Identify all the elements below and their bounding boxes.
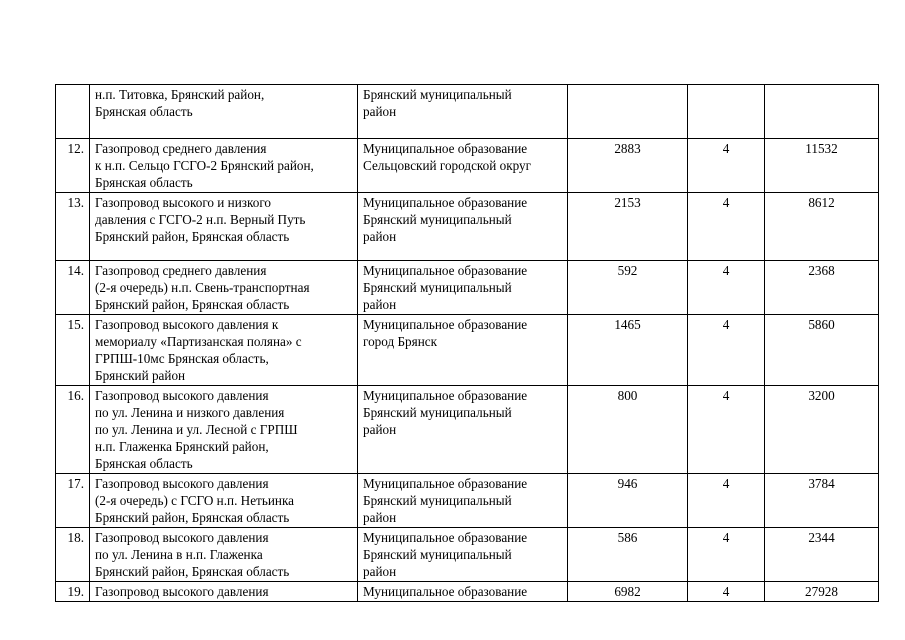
cell-text-line: 4 [722, 195, 730, 210]
length-cell [568, 582, 688, 602]
cell-text-line: район [363, 104, 397, 119]
cell-text-line: район [363, 229, 397, 244]
cell-text-line: 5860 [808, 317, 835, 332]
count-cell [688, 386, 765, 474]
cell-text-line: город Брянск [363, 334, 438, 349]
table-row [56, 386, 879, 474]
cell-text-line: район [363, 510, 397, 525]
cell-text-line: 946 [617, 476, 638, 491]
cell-text-line: Брянский муниципальный [363, 405, 512, 420]
owner-cell [358, 193, 568, 261]
cell-text-line: Муниципальное образование [363, 195, 528, 210]
total-cell [765, 193, 879, 261]
cell-text-line: мемориалу «Партизанская поляна» с [95, 334, 302, 349]
object-name-cell [90, 139, 358, 193]
table-row [56, 315, 879, 386]
cell-text-line: 18. [67, 530, 84, 545]
count-cell [688, 193, 765, 261]
length-cell [568, 528, 688, 582]
object-name-cell [90, 315, 358, 386]
cell-text-line: (2-я очередь) н.п. Свень-транспортная [95, 280, 310, 295]
cell-text-line: Брянская область [95, 456, 193, 471]
count-cell [688, 474, 765, 528]
total-cell [765, 261, 879, 315]
cell-text-line: Брянский муниципальный [363, 280, 512, 295]
owner-cell [358, 139, 568, 193]
cell-text-line: 4 [722, 141, 730, 156]
cell-text-line: 592 [617, 263, 638, 278]
owner-cell [358, 582, 568, 602]
owner-cell [358, 528, 568, 582]
cell-text-line: Брянская область [95, 175, 193, 190]
owner-cell [358, 261, 568, 315]
cell-text-line: Муниципальное образование [363, 141, 528, 156]
owner-cell [358, 474, 568, 528]
length-cell [568, 85, 688, 139]
cell-text-line: 2344 [808, 530, 835, 545]
cell-text-line: Муниципальное образование [363, 263, 528, 278]
owner-cell [358, 386, 568, 474]
cell-text-line: Брянский район, Брянская область [95, 229, 290, 244]
object-name-cell [90, 261, 358, 315]
table-row [56, 193, 879, 261]
cell-text-line: 4 [722, 584, 730, 599]
total-cell [765, 386, 879, 474]
table-row [56, 139, 879, 193]
cell-text-line: Газопровод среднего давления [95, 263, 267, 278]
cell-text-line: Муниципальное образование [363, 388, 528, 403]
cell-text-line: по ул. Ленина и низкого давления [95, 405, 285, 420]
cell-text-line: 4 [722, 388, 730, 403]
row-number-cell [56, 193, 90, 261]
cell-text-line: 19. [67, 584, 84, 599]
count-cell [688, 528, 765, 582]
cell-text-line: Брянский муниципальный [363, 87, 512, 102]
object-name-cell [90, 386, 358, 474]
table-row [56, 474, 879, 528]
row-number-cell [56, 528, 90, 582]
object-name-cell [90, 474, 358, 528]
cell-text-line: Брянский район, Брянская область [95, 297, 290, 312]
owner-cell [358, 85, 568, 139]
cell-text-line: 17. [67, 476, 84, 491]
cell-text-line: 1465 [614, 317, 641, 332]
cell-text-line: 4 [722, 530, 730, 545]
object-name-cell [90, 85, 358, 139]
cell-text-line: Брянский район, Брянская область [95, 510, 290, 525]
length-cell [568, 315, 688, 386]
cell-text-line: Газопровод высокого давления [95, 530, 269, 545]
count-cell [688, 139, 765, 193]
cell-text-line: район [363, 297, 397, 312]
cell-text-line: Газопровод высокого и низкого [95, 195, 271, 210]
cell-text-line: район [363, 564, 397, 579]
cell-text-line: 2883 [614, 141, 641, 156]
cell-text-line: Газопровод высокого давления [95, 584, 269, 599]
cell-text-line: Газопровод среднего давления [95, 141, 267, 156]
cell-text-line: Муниципальное образование [363, 530, 528, 545]
cell-text-line: 8612 [808, 195, 835, 210]
length-cell [568, 139, 688, 193]
cell-text-line: 4 [722, 263, 730, 278]
cell-text-line: по ул. Ленина и ул. Лесной с ГРПШ [95, 422, 298, 437]
table-row [56, 261, 879, 315]
row-number-cell [56, 386, 90, 474]
cell-text-line: 16. [67, 388, 84, 403]
length-cell [568, 386, 688, 474]
cell-text-line: Брянская область [95, 104, 193, 119]
cell-text-line: н.п. Глаженка Брянский район, [95, 439, 269, 454]
cell-text-line: Брянский муниципальный [363, 547, 512, 562]
object-name-cell [90, 193, 358, 261]
cell-text-line: 4 [722, 317, 730, 332]
cell-text-line: по ул. Ленина в н.п. Глаженка [95, 547, 263, 562]
cell-text-line: 6982 [614, 584, 641, 599]
row-number-cell [56, 261, 90, 315]
object-name-cell [90, 582, 358, 602]
count-cell [688, 85, 765, 139]
cell-text-line: Брянский район [95, 368, 186, 383]
count-cell [688, 315, 765, 386]
cell-text-line: 4 [722, 476, 730, 491]
row-number-cell [56, 85, 90, 139]
cell-text-line: Брянский муниципальный [363, 212, 512, 227]
length-cell [568, 474, 688, 528]
cell-text-line: Муниципальное образование [363, 317, 528, 332]
cell-text-line: 2368 [808, 263, 835, 278]
count-cell [688, 582, 765, 602]
cell-text-line: 15. [67, 317, 84, 332]
cell-text-line: 14. [67, 263, 84, 278]
cell-text-line: Брянский муниципальный [363, 493, 512, 508]
gas-pipeline-table [55, 84, 879, 602]
row-number-cell [56, 315, 90, 386]
cell-text-line: 3784 [808, 476, 835, 491]
cell-text-line: Сельцовский городской округ [363, 158, 532, 173]
total-cell [765, 528, 879, 582]
cell-text-line: н.п. Титовка, Брянский район, [95, 87, 265, 102]
cell-text-line: 3200 [808, 388, 835, 403]
cell-text-line: 586 [617, 530, 638, 545]
count-cell [688, 261, 765, 315]
cell-text-line: Брянский район, Брянская область [95, 564, 290, 579]
total-cell [765, 139, 879, 193]
cell-text-line: 11532 [805, 141, 838, 156]
cell-text-line: район [363, 422, 397, 437]
table-row [56, 582, 879, 602]
cell-text-line: 800 [617, 388, 638, 403]
row-number-cell [56, 474, 90, 528]
cell-text-line: Муниципальное образование [363, 584, 528, 599]
total-cell [765, 315, 879, 386]
cell-text-line: Газопровод высокого давления [95, 388, 269, 403]
object-name-cell [90, 528, 358, 582]
cell-text-line: Газопровод высокого давления [95, 476, 269, 491]
cell-text-line: Газопровод высокого давления к [95, 317, 279, 332]
cell-text-line: Муниципальное образование [363, 476, 528, 491]
cell-text-line: 27928 [805, 584, 838, 599]
length-cell [568, 193, 688, 261]
total-cell [765, 85, 879, 139]
cell-text-line: 2153 [614, 195, 641, 210]
table-row [56, 528, 879, 582]
owner-cell [358, 315, 568, 386]
cell-text-line: (2-я очередь) с ГСГО н.п. Нетьинка [95, 493, 295, 508]
total-cell [765, 474, 879, 528]
cell-text-line: давления с ГСГО-2 н.п. Верный Путь [95, 212, 306, 227]
total-cell [765, 582, 879, 602]
cell-text-line: ГРПШ-10мс Брянская область, [95, 351, 269, 366]
table-body [56, 85, 879, 602]
table-row [56, 85, 879, 139]
row-number-cell [56, 139, 90, 193]
cell-text-line: 13. [67, 195, 84, 210]
cell-text-line: 12. [67, 141, 84, 156]
row-number-cell [56, 582, 90, 602]
cell-text-line: к н.п. Сельцо ГСГО-2 Брянский район, [95, 158, 314, 173]
length-cell [568, 261, 688, 315]
